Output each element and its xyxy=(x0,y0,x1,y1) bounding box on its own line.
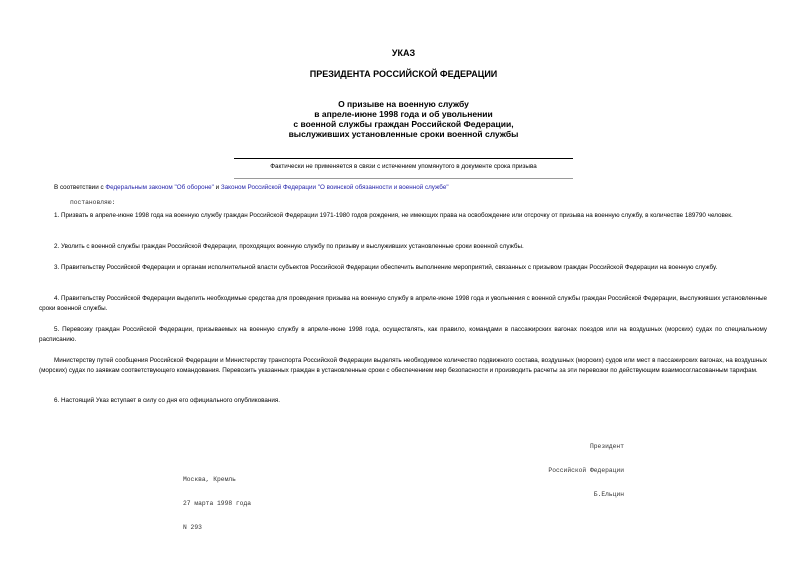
divider-top xyxy=(234,158,573,159)
decree-item-5: 5. Перевозку граждан Российской Федерации, призываемых на военную службу в апреле-июне 1998 года, осуществлять, как правило, командами в пассажирских вагонах поездов или на воздушных (морских) судах по специальному расписанию. xyxy=(39,326,767,343)
signing-date: 27 марта 1998 года xyxy=(183,500,252,507)
signature-title: Президент xyxy=(589,443,624,450)
decree-item-6: 6. Настоящий Указ вступает в силу со дня его официального опубликования. xyxy=(54,397,281,404)
subject-line: О призыве на военную службу xyxy=(338,99,469,109)
decree-word: постановляю: xyxy=(70,199,116,206)
document-number: N 293 xyxy=(183,524,202,531)
status-note: Фактически не применяется в связи с истечением упомянутого в документе срока призыва xyxy=(270,163,537,170)
decree-item-2: 2. Уволить с военной службы граждан Российской Федерации, проходящих военную службу по призыву и выслуживших установленные сроки военной службы. xyxy=(54,243,524,250)
decree-item-4: 4. Правительству Российской Федерации выделить необходимые средства для проведения призыва на военную службу в апреле-июне 1998 года и увольнения с военной службы граждан Российской Федерации, выслуживших установленные сроки военной службы. xyxy=(39,295,767,312)
subject-line: выслуживших установленные сроки военной службы xyxy=(288,129,519,139)
subject-line: в апреле-июне 1998 года и об увольнении xyxy=(314,109,493,119)
signature-country: Российской Федерации xyxy=(548,467,624,474)
decree-item-3: 3. Правительству Российской Федерации и органам исполнительной власти субъектов Российской Федерации обеспечить выполнение мероприятий, связанных с призывом граждан Российской Федерации на военную службу. xyxy=(54,264,718,271)
signature-block xyxy=(540,427,624,515)
document-subject xyxy=(0,99,807,139)
link-law-on-military-duty[interactable]: Законом Российской Федерации "О воинской обязанности и военной службе" xyxy=(220,184,449,191)
link-law-on-defense[interactable]: Федеральным законом "Об обороне" xyxy=(105,184,214,191)
preamble-prefix: В соответствии с xyxy=(54,184,106,191)
preamble-middle: и xyxy=(213,184,221,191)
document-issuer: ПРЕЗИДЕНТА РОССИЙСКОЙ ФЕДЕРАЦИИ xyxy=(309,69,498,79)
document-title: УКАЗ xyxy=(391,48,416,58)
subject-line: с военной службы граждан Российской Федерации, xyxy=(293,119,514,129)
preamble xyxy=(39,183,767,193)
divider-bottom xyxy=(234,178,573,179)
place-date-block xyxy=(183,460,251,548)
signing-place: Москва, Кремль xyxy=(183,476,236,483)
decree-item-5-continuation: Министерству путей сообщения Российской Федерации и Министерству транспорта Российской Федерации выделять необходимое количество подвижного состава, воздушных (морских) судов или мест в пассажирских вагонах, на воздушных (морских) судах по заявкам соответствующего командования. Перевозить указанных граждан в установленные сроки с обеспечением мер безопасности и производить расчеты за эти перевозки по действующим взаимосогласованным тарифам. xyxy=(39,357,767,374)
signature-name: Б.Ельцин xyxy=(593,491,624,498)
decree-item-1: 1. Призвать в апреле-июне 1998 года на военную службу граждан Российской Федерации 1971-1980 годов рождения, не имеющих права на освобождение или отсрочку от призыва на военную службу, в количестве 189790 человек. xyxy=(54,212,733,219)
